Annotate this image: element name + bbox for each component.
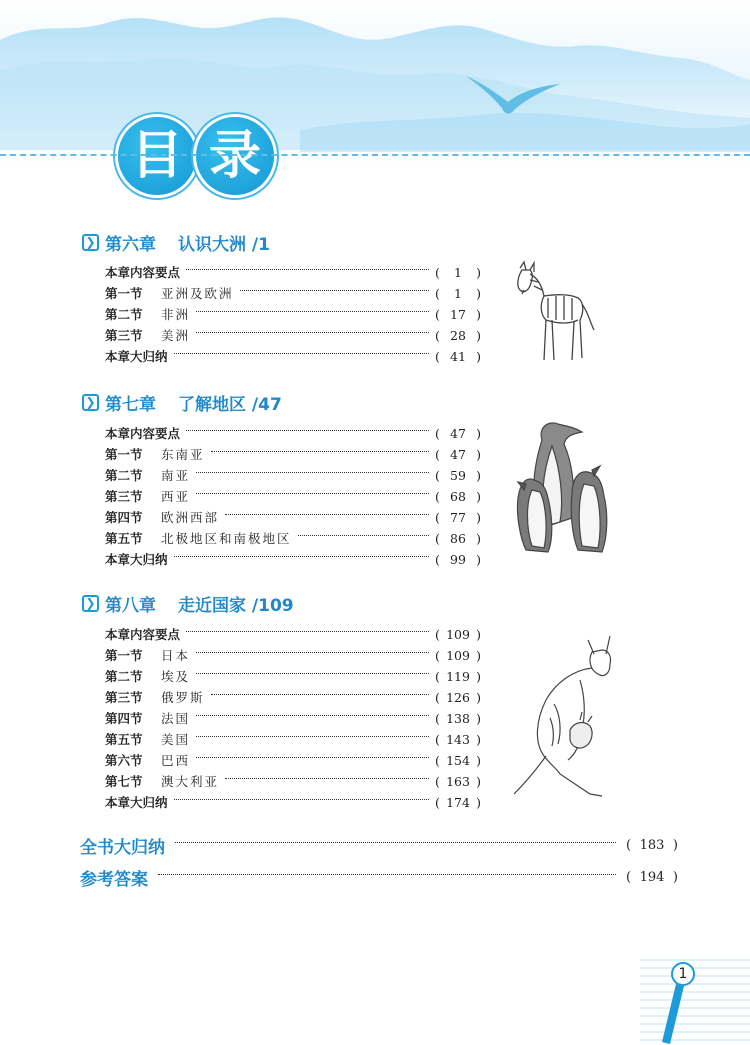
leader-dots [225, 778, 429, 779]
entry-page: ( 143 ) [435, 731, 481, 747]
entry-page: ( 174 ) [435, 794, 481, 810]
toc-entry[interactable] [105, 666, 481, 686]
entry-name: 美洲 [161, 328, 191, 343]
leader-dots [211, 694, 429, 695]
title-char-mu: 目 [118, 117, 196, 195]
entry-section: 第六节 [105, 753, 143, 768]
entry-page: ( 47 ) [435, 425, 481, 441]
entry-section: 第三节 [105, 690, 143, 705]
toc-entry[interactable] [105, 771, 481, 791]
entry-name: 俄罗斯 [161, 690, 205, 705]
entry-name: 美国 [161, 732, 191, 747]
entry-section: 第二节 [105, 468, 143, 483]
toc-entry[interactable] [105, 325, 481, 345]
entry-page: ( 163 ) [435, 773, 481, 789]
entry-name: 亚洲及欧洲 [161, 286, 234, 301]
leader-dots [240, 290, 429, 291]
toc-entry[interactable] [105, 792, 481, 812]
entry-page: ( 194 ) [626, 869, 678, 885]
entry-section: 第五节 [105, 531, 143, 546]
leader-dots [211, 451, 429, 452]
leader-dots [174, 799, 429, 800]
entry-name: 法国 [161, 711, 191, 726]
chevron-right-icon: ❯ [82, 595, 99, 612]
entry-page: ( 1 ) [435, 285, 481, 301]
entry-page: ( 183 ) [626, 837, 678, 853]
leader-dots [186, 269, 429, 270]
chapter-title: 了解地区 /47 [178, 394, 282, 415]
entry-name: 南亚 [161, 468, 191, 483]
extra-title: 全书大归纳 [80, 837, 165, 858]
entry-page: ( 99 ) [435, 551, 481, 567]
leader-dots [196, 736, 429, 737]
entry-name: 东南亚 [161, 447, 205, 462]
entry-section: 第一节 [105, 286, 143, 301]
entry-section: 第二节 [105, 669, 143, 684]
chevron-right-icon: ❯ [82, 394, 99, 411]
chapter-number: 第六章 [105, 234, 156, 255]
entry-section: 第一节 [105, 648, 143, 663]
header-divider [0, 154, 750, 156]
leader-dots [174, 556, 429, 557]
leader-dots [186, 631, 429, 632]
leader-dots [196, 332, 429, 333]
leader-dots [175, 842, 616, 843]
chapter-number: 第七章 [105, 394, 156, 415]
toc-entry[interactable] [105, 687, 481, 707]
entry-name: 北极地区和南极地区 [161, 531, 292, 546]
toc-entry[interactable] [105, 262, 481, 282]
entry-name: 西亚 [161, 489, 191, 504]
toc-entry[interactable] [105, 729, 481, 749]
entry-page: ( 109 ) [435, 647, 481, 663]
toc-entry[interactable] [105, 465, 481, 485]
leader-dots [196, 715, 429, 716]
entry-name: 日本 [161, 648, 191, 663]
entry-section: 本章内容要点 [105, 265, 181, 280]
entry-name: 澳大利亚 [161, 774, 220, 789]
toc-entry[interactable] [105, 444, 481, 464]
entry-name: 埃及 [161, 669, 191, 684]
toc-entry[interactable] [105, 346, 481, 366]
chapter-title: 走近国家 /109 [178, 595, 294, 616]
chapter-number: 第八章 [105, 595, 156, 616]
toc-entry[interactable] [105, 528, 481, 548]
entry-section: 本章内容要点 [105, 426, 181, 441]
entry-section: 第五节 [105, 732, 143, 747]
leader-dots [186, 430, 429, 431]
chapter-8-heading[interactable] [82, 591, 294, 615]
chapter-6-heading[interactable] [82, 230, 270, 254]
toc-entry[interactable] [105, 708, 481, 728]
leader-dots [196, 493, 429, 494]
header-landscape [0, 0, 750, 170]
toc-entry[interactable] [105, 423, 481, 443]
entry-section: 本章内容要点 [105, 627, 181, 642]
toc-entry[interactable] [105, 507, 481, 527]
entry-page: ( 126 ) [435, 689, 481, 705]
leader-dots [196, 757, 429, 758]
leader-dots [196, 311, 429, 312]
leader-dots [196, 673, 429, 674]
entry-section: 本章大归纳 [105, 349, 168, 364]
zebra-illustration [508, 260, 600, 372]
leader-dots [225, 514, 429, 515]
leader-dots [174, 353, 429, 354]
toc-entry-answers[interactable] [80, 864, 678, 890]
kangaroo-illustration [510, 634, 620, 806]
entry-page: ( 41 ) [435, 348, 481, 364]
entry-page: ( 138 ) [435, 710, 481, 726]
entry-page: ( 68 ) [435, 488, 481, 504]
entry-name: 欧洲西部 [161, 510, 220, 525]
entry-section: 第七节 [105, 774, 143, 789]
entry-page: ( 77 ) [435, 509, 481, 525]
chapter-7-heading[interactable] [82, 390, 282, 414]
toc-entry[interactable] [105, 624, 481, 644]
toc-entry[interactable] [105, 304, 481, 324]
entry-section: 第四节 [105, 711, 143, 726]
entry-section: 本章大归纳 [105, 552, 168, 567]
toc-entry-summary[interactable] [80, 832, 678, 858]
leader-dots [158, 874, 616, 875]
entry-section: 第一节 [105, 447, 143, 462]
entry-section: 本章大归纳 [105, 795, 168, 810]
leader-dots [298, 535, 429, 536]
entry-name: 非洲 [161, 307, 191, 322]
page-corner-decoration [640, 950, 750, 1045]
entry-section: 第二节 [105, 307, 143, 322]
entry-page: ( 86 ) [435, 530, 481, 546]
toc-entry[interactable] [105, 486, 481, 506]
entry-page: ( 59 ) [435, 467, 481, 483]
leader-dots [196, 472, 429, 473]
entry-page: ( 1 ) [435, 264, 481, 280]
entry-page: ( 119 ) [435, 668, 481, 684]
toc-entry[interactable] [105, 645, 481, 665]
penguins-illustration [512, 418, 612, 560]
page-number: 1 [671, 962, 695, 986]
extra-title: 参考答案 [80, 869, 148, 890]
entry-section: 第四节 [105, 510, 143, 525]
title-char-lu: 录 [196, 117, 274, 195]
entry-page: ( 17 ) [435, 306, 481, 322]
toc-entry[interactable] [105, 750, 481, 770]
toc-entry[interactable] [105, 283, 481, 303]
toc-entry[interactable] [105, 549, 481, 569]
chevron-right-icon: ❯ [82, 234, 99, 251]
entry-section: 第三节 [105, 328, 143, 343]
entry-page: ( 28 ) [435, 327, 481, 343]
entry-page: ( 154 ) [435, 752, 481, 768]
entry-section: 第三节 [105, 489, 143, 504]
leader-dots [196, 652, 429, 653]
entry-page: ( 47 ) [435, 446, 481, 462]
entry-page: ( 109 ) [435, 626, 481, 642]
chapter-title: 认识大洲 /1 [178, 234, 270, 255]
entry-name: 巴西 [161, 753, 191, 768]
